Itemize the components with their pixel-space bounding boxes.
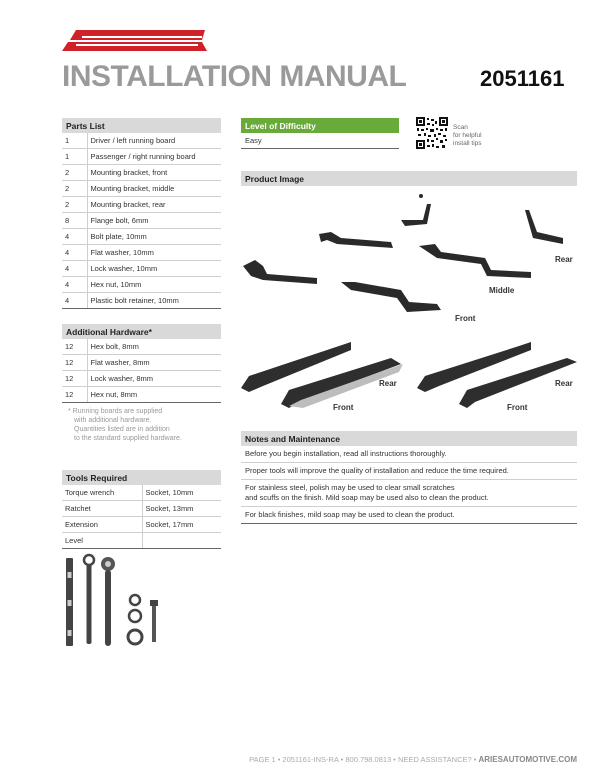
table-row <box>62 277 221 293</box>
qty-cell: 4 <box>62 261 87 277</box>
hardware-note-line: to the standard supplied hardware. <box>74 435 182 442</box>
item-cell: Plastic bolt retainer, 10mm <box>87 293 221 309</box>
hardware-title: Additional Hardware* <box>62 324 221 339</box>
size-cell: Socket, 17mm <box>142 517 221 533</box>
table-row <box>62 149 221 165</box>
item-cell: Flange bolt, 6mm <box>87 213 221 229</box>
parts-list-title: Parts List <box>62 118 221 133</box>
difficulty-box <box>241 118 399 149</box>
qty-cell: 1 <box>62 149 87 165</box>
table-row <box>62 133 221 149</box>
qty-cell: 12 <box>62 339 87 355</box>
qty-cell: 4 <box>62 277 87 293</box>
manual-title: INSTALLATION MANUAL <box>62 60 407 93</box>
item-cell: Mounting bracket, middle <box>87 181 221 197</box>
table-row <box>62 485 221 501</box>
table-row <box>62 261 221 277</box>
label-board-rear-1: Rear <box>379 379 397 388</box>
qr-caption-line: for helpful <box>453 132 482 139</box>
qty-cell: 2 <box>62 165 87 181</box>
qr-caption <box>453 124 513 148</box>
table-row <box>62 387 221 403</box>
footer-text: PAGE 1 • 2051161-INS-RA • 800.798.0813 • NEED ASSISTANCE? • <box>249 755 477 764</box>
note-item: Proper tools will improve the quality of installation and reduce the time required. <box>241 463 577 480</box>
note-item: For black finishes, mild soap may be used to clean the product. <box>241 507 577 524</box>
size-cell: Socket, 10mm <box>142 485 221 501</box>
tool-cell: Torque wrench <box>62 485 142 501</box>
bracket-illustrations <box>243 194 563 312</box>
parts-table <box>62 133 221 309</box>
qr-caption-line: Scan <box>453 124 468 131</box>
tool-cell: Ratchet <box>62 501 142 517</box>
ratchet-icon <box>101 557 115 646</box>
note-item: Before you begin installation, read all instructions thoroughly. <box>241 446 577 463</box>
item-cell: Driver / left running board <box>87 133 221 149</box>
footer-site-link[interactable]: ARIESAUTOMOTIVE.COM <box>478 755 577 764</box>
torque-wrench-icon <box>84 555 94 644</box>
item-cell: Hex nut, 8mm <box>87 387 221 403</box>
product-image-section <box>241 171 577 186</box>
aries-logo <box>62 24 207 52</box>
label-middle: Middle <box>489 286 515 295</box>
table-row <box>62 371 221 387</box>
extension-icon <box>150 600 158 642</box>
label-front: Front <box>455 314 476 323</box>
table-row <box>62 181 221 197</box>
item-cell: Bolt plate, 10mm <box>87 229 221 245</box>
table-row <box>62 533 221 549</box>
item-cell: Lock washer, 10mm <box>87 261 221 277</box>
qty-cell: 2 <box>62 197 87 213</box>
hardware-note-line: with additional hardware. <box>74 417 152 424</box>
size-cell <box>142 533 221 549</box>
item-cell: Hex bolt, 8mm <box>87 339 221 355</box>
table-row <box>62 213 221 229</box>
parts-list <box>62 118 221 309</box>
qty-cell: 8 <box>62 213 87 229</box>
running-board-pair-1 <box>241 342 403 408</box>
note-line: For stainless steel, polish may be used to clear small scratches <box>245 483 455 492</box>
table-row <box>62 355 221 371</box>
hardware-note <box>62 403 221 443</box>
tool-cell: Extension <box>62 517 142 533</box>
item-cell: Flat washer, 8mm <box>87 355 221 371</box>
item-cell: Mounting bracket, front <box>87 165 221 181</box>
notes-section <box>241 431 577 524</box>
part-number: 2051161 <box>480 66 565 91</box>
qty-cell: 1 <box>62 133 87 149</box>
label-board-front-1: Front <box>333 403 354 412</box>
label-board-rear-2: Rear <box>555 379 573 388</box>
qty-cell: 4 <box>62 229 87 245</box>
qty-cell: 4 <box>62 245 87 261</box>
tools-title: Tools Required <box>62 470 221 485</box>
qty-cell: 2 <box>62 181 87 197</box>
qr-caption-line: install tips <box>453 140 482 147</box>
tools-required <box>62 470 221 549</box>
label-rear: Rear <box>555 255 573 264</box>
table-row <box>62 293 221 309</box>
socket-icon <box>128 595 142 644</box>
additional-hardware <box>62 324 221 443</box>
tool-cell: Level <box>62 533 142 549</box>
qty-cell: 12 <box>62 387 87 403</box>
label-board-front-2: Front <box>507 403 528 412</box>
item-cell: Lock washer, 8mm <box>87 371 221 387</box>
product-image-title: Product Image <box>241 171 577 186</box>
table-row <box>62 197 221 213</box>
hardware-note-line: * Running boards are supplied <box>68 408 163 415</box>
table-row <box>62 501 221 517</box>
table-row <box>62 165 221 181</box>
table-row <box>62 229 221 245</box>
running-board-pair-2 <box>417 342 577 408</box>
hardware-note-line: Quantities listed are in addition <box>74 426 170 433</box>
table-row <box>62 339 221 355</box>
item-cell: Hex nut, 10mm <box>87 277 221 293</box>
difficulty-title: Level of Difficulty <box>241 118 399 133</box>
qty-cell: 12 <box>62 371 87 387</box>
item-cell: Passenger / right running board <box>87 149 221 165</box>
note-item <box>241 480 577 507</box>
hardware-table <box>62 339 221 403</box>
item-cell: Mounting bracket, rear <box>87 197 221 213</box>
item-cell: Flat washer, 10mm <box>87 245 221 261</box>
footer <box>249 755 577 764</box>
note-line: and scuffs on the finish. Mild soap may be used also to clean the product. <box>245 493 489 502</box>
qty-cell: 12 <box>62 355 87 371</box>
table-row <box>62 245 221 261</box>
tools-table <box>62 485 221 549</box>
product-image <box>241 190 577 422</box>
difficulty-value: Easy <box>241 133 399 149</box>
qr-code-icon[interactable] <box>416 117 448 149</box>
size-cell: Socket, 13mm <box>142 501 221 517</box>
notes-title: Notes and Maintenance <box>241 431 577 446</box>
tools-illustration <box>62 552 172 654</box>
qty-cell: 4 <box>62 293 87 309</box>
table-row <box>62 517 221 533</box>
level-icon <box>66 558 73 646</box>
